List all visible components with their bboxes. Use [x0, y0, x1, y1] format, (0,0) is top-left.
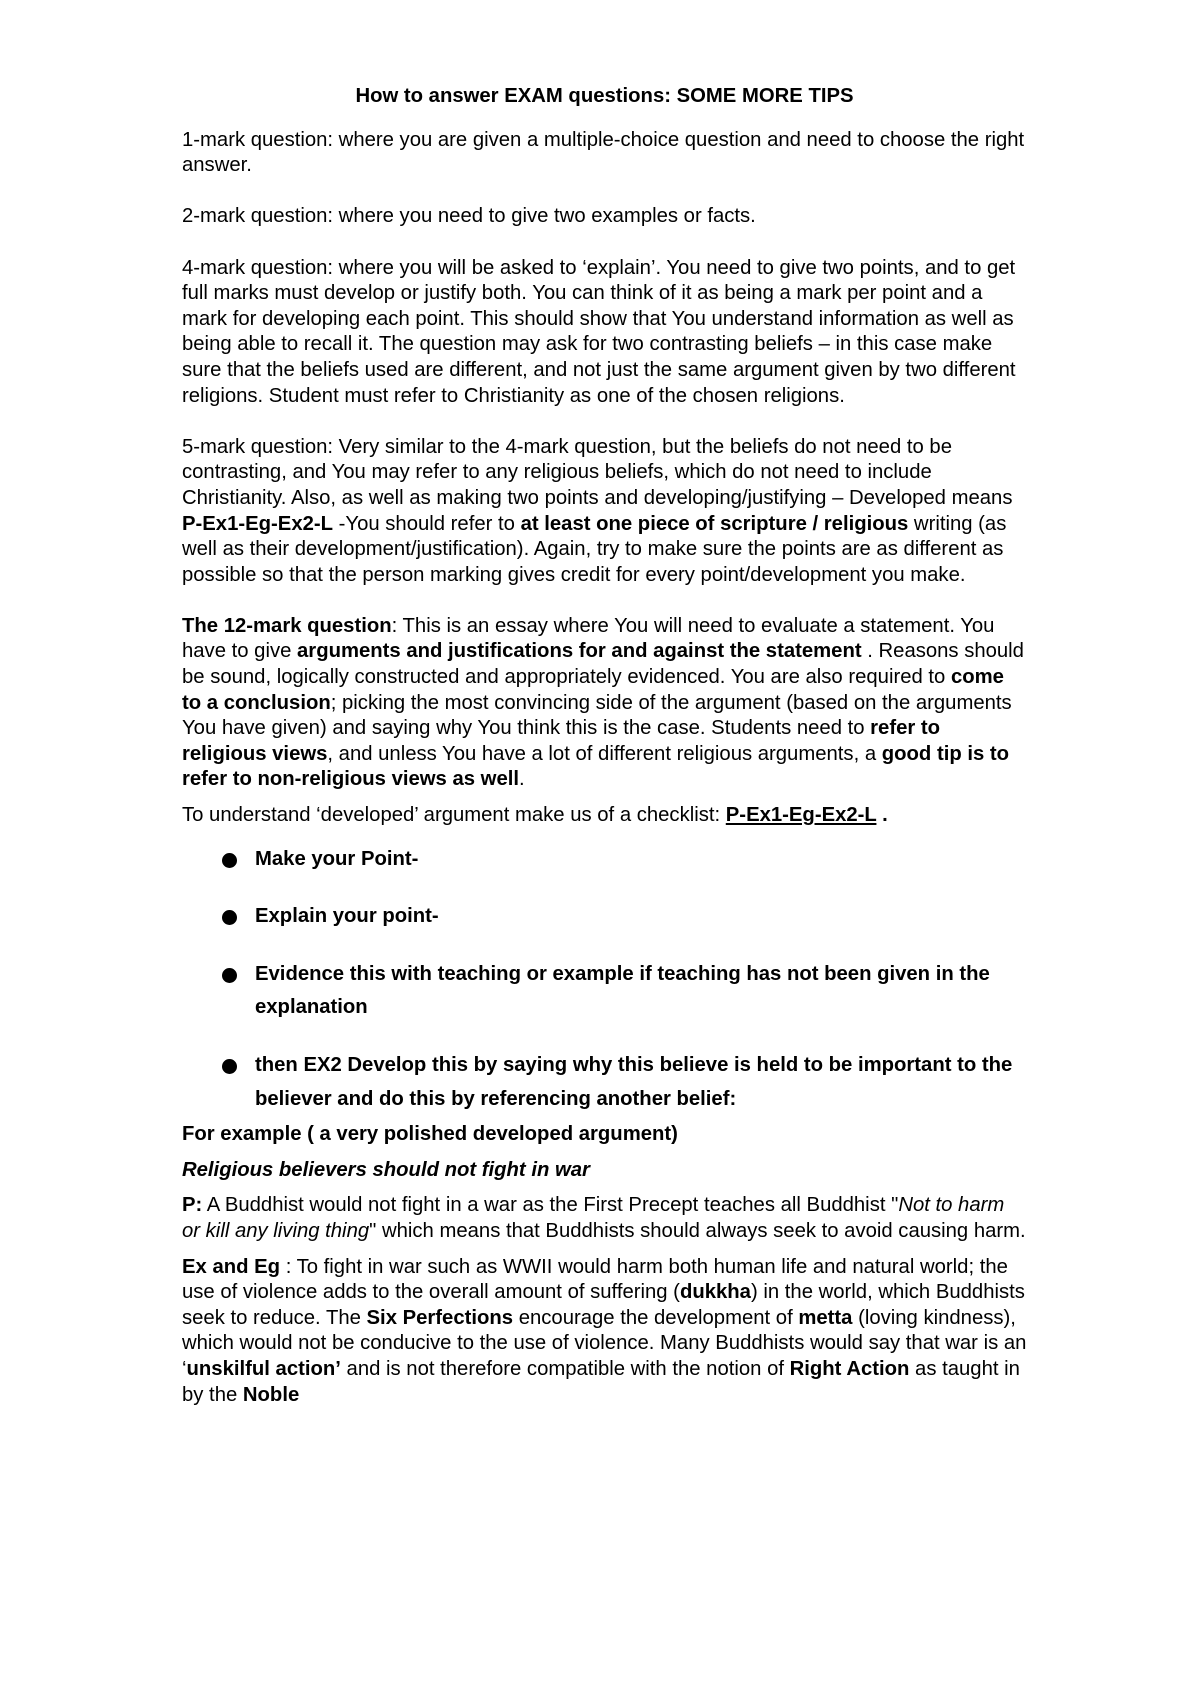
bold-run: .: [876, 804, 888, 827]
bold-run: good tip is to refer to non-religious views as well: [182, 742, 1010, 791]
bold-run: arguments and justifications for and against the statement: [297, 640, 862, 663]
bold-run: dukkha: [679, 1281, 751, 1304]
text-run: ) in the world, which Buddhists seek to reduce. The: [182, 1281, 1025, 1329]
bold-run: metta: [798, 1306, 853, 1329]
document-body: [182, 84, 1027, 1418]
italic-bold-run: Religious believers should not fight in war: [182, 1158, 590, 1181]
list-item: [182, 843, 1027, 877]
text-run: ; picking the most convincing side of the argument (based on the arguments You have given) and saying why You think this is the case. Students need to: [182, 691, 1012, 740]
one-mark-paragraph: 1-mark question: where you are given a multiple-choice question and need to choose the right answer.: [182, 128, 1025, 177]
bold-run: P:: [182, 1194, 203, 1217]
bold-run: Ex and Eg: [182, 1255, 281, 1278]
text-run: writing (as well as their development/justification). Again, try to make sure the points are as different as possible so that the person marking gives credit for every point/development you make.: [182, 512, 1007, 586]
bullet-dot-icon: [222, 910, 237, 925]
checklist-bullets: [182, 843, 1027, 1117]
text-run: : This is an essay where You will need to evaluate a statement. You have to give: [182, 614, 995, 663]
text-run: " which means that Buddhists should always seek to avoid causing harm.: [369, 1219, 1026, 1242]
two-mark-paragraph: 2-mark question: where you need to give two examples or facts.: [182, 205, 756, 228]
list-item-text: then EX2 Develop this by saying why this believe is held to be important to the believer and do this by referencing another belief:: [255, 1054, 1013, 1110]
five-mark-paragraph: [182, 435, 1027, 589]
point-paragraph: [182, 1193, 1027, 1244]
text-run: and is not therefore compatible with the notion of: [340, 1357, 790, 1380]
text-run: as taught in by the: [182, 1357, 1020, 1406]
bullet-dot-icon: [222, 853, 237, 868]
bold-run: The 12-mark question: [182, 614, 392, 637]
text-run: , and unless You have a lot of different religious arguments, a: [327, 742, 882, 765]
document-title: How to answer EXAM questions: SOME MORE TIPS: [355, 85, 854, 107]
bold-run: Six Perfections: [366, 1306, 514, 1329]
four-mark-paragraph: 4-mark question: where you will be asked to ‘explain’. You need to give two points, and to get full marks must develop or justify both. You can think of it as being a mark per point and a mark for developing each point. This should show that You understand information as well as being able to recall it. The question may ask for two contrasting beliefs – in this case make sure that the beliefs used are different, and not just the same argument given by two different religions. Student must refer to Christianity as one of the chosen religions.: [182, 256, 1016, 407]
bullet-dot-icon: [222, 1059, 237, 1074]
text-run: 5-mark question: Very similar to the 4-mark question, but the beliefs do not need to be contrasting, and You may refer to any religious beliefs, which do not need to include Christianity. Also, as well as making two points and developing/justifying – Developed means: [182, 435, 1013, 509]
checklist-acronym: P-Ex1-Eg-Ex2-L: [725, 804, 877, 827]
text-run: encourage the development of: [513, 1306, 799, 1329]
text-run: . Reasons should be sound, logically constructed and appropriately evidenced. You are also required to: [182, 640, 1024, 689]
text-run: .: [519, 768, 525, 791]
explain-evidence-paragraph: [182, 1255, 1027, 1409]
bullet-dot-icon: [222, 968, 237, 983]
bold-run: Right Action: [789, 1357, 910, 1380]
bold-run: unskilful action’: [186, 1357, 341, 1380]
list-item-text: Explain your point-: [255, 905, 439, 928]
list-item: [182, 958, 1027, 1025]
bold-run: come to a conclusion: [182, 666, 1004, 714]
bold-run: For example ( a very polished developed argument): [182, 1123, 678, 1146]
bold-run: refer to religious views: [182, 717, 941, 765]
list-item-text: Make your Point-: [255, 847, 419, 870]
checklist-intro: [182, 803, 1027, 829]
example-heading: [182, 1122, 1027, 1148]
example-statement: [182, 1158, 1027, 1184]
bold-run: P-Ex1-Eg-Ex2-L: [182, 512, 334, 535]
text-run: : To fight in war such as WWII would harm both human life and natural world; the use of violence adds to the overall amount of suffering (: [182, 1255, 1008, 1304]
text-run: To understand ‘developed’ argument make us of a checklist:: [182, 804, 726, 827]
twelve-mark-paragraph: [182, 614, 1027, 793]
list-item: [182, 900, 1027, 934]
list-item-text: Evidence this with teaching or example if teaching has not been given in the explanation: [255, 962, 990, 1019]
bold-run: Noble: [242, 1383, 300, 1406]
list-item: [182, 1049, 1027, 1116]
text-run: -You should refer to: [333, 512, 521, 535]
italic-run: Not to harm or kill any living thing: [182, 1194, 1005, 1242]
text-run: (loving kindness), which would not be conducive to the use of violence. Many Buddhists would say that war is an ‘: [182, 1306, 1027, 1380]
bold-run: at least one piece of scripture / religious: [520, 512, 909, 535]
text-run: A Buddhist would not fight in a war as the First Precept teaches all Buddhist ": [202, 1194, 899, 1217]
